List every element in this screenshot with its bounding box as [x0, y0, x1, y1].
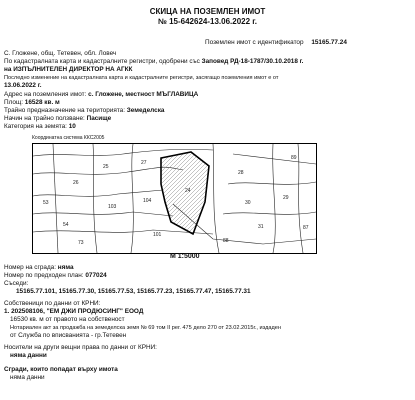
parcel-label-27: 27 — [141, 160, 147, 166]
document-title: СКИЦА НА ПОЗЕМЛЕН ИМОТ — [149, 7, 266, 16]
category-label: Категория на земята: — [4, 123, 67, 130]
parcel-label-89: 89 — [291, 155, 297, 161]
neighbors-label: Съседи: — [4, 280, 29, 287]
map-scale: М 1:5000 — [170, 253, 200, 260]
property-id-row — [205, 39, 347, 47]
building-id-value: няма — [57, 264, 74, 271]
cadastral-map — [32, 143, 317, 254]
area-label: Площ: — [4, 99, 23, 106]
document-number: № 15-642624-13.06.2022 г. — [157, 17, 258, 26]
buildings-on-parcel-value: няма данни — [10, 374, 45, 381]
parcel-label-53: 53 — [43, 200, 49, 206]
approval-order: Заповед РД-18-1787/30.10.2018 г. — [201, 58, 304, 65]
previous-plan-row — [4, 272, 107, 280]
parcel-label-24: 24 — [185, 188, 191, 194]
address-row — [4, 91, 198, 99]
usage-row — [4, 115, 111, 123]
parcel-label-104: 104 — [143, 198, 152, 204]
neighbors-value: 15165.77.101, 15165.77.30, 15165.77.53, 15165.77.23, 15165.77.47, 15165.77.31 — [16, 288, 251, 295]
parcel-label-25: 25 — [103, 164, 109, 170]
location: С. Гложене, общ. Тетевен, обл. Ловеч — [4, 50, 117, 57]
last-change-date: 13.06.2022 г. — [4, 82, 42, 89]
last-change-text: Последно изменение на кадастралната карта и кадастралните регистри, засягащо поземления имот е от — [4, 75, 279, 81]
parcel-label-73: 73 — [78, 240, 84, 246]
coordinate-system: Координатна система ККС2005 — [32, 135, 105, 141]
parcel-label-103: 103 — [108, 204, 117, 210]
address-label: Адрес на поземления имот: — [4, 91, 87, 98]
building-id-row — [4, 264, 74, 272]
property-id-label: Поземлен имот с идентификатор — [205, 39, 304, 46]
owner-deed-office: от Служба по вписванията - гр.Тетевен — [10, 332, 127, 339]
parcel-label-101: 101 — [153, 232, 162, 238]
area-row — [4, 99, 60, 107]
owner-name: 1. 202508106, "ЕМ ДЖИ ПРОДЮСИНГ" ЕООД — [4, 308, 144, 315]
category-row — [4, 123, 76, 131]
previous-plan-value: 077024 — [85, 272, 107, 279]
parcel-label-31: 31 — [258, 224, 264, 230]
parcel-label-29: 29 — [283, 195, 289, 201]
approval-line — [4, 58, 303, 66]
last-change-line — [4, 74, 278, 82]
parcel-label-26: 26 — [73, 180, 79, 186]
parcel-label-87: 87 — [303, 225, 309, 231]
parcel-label-88: 88 — [223, 238, 229, 244]
category-value: 10 — [68, 123, 76, 130]
owner-share: 16530 кв. м от правото на собственост — [10, 316, 125, 323]
previous-plan-label: Номер по предходен план: — [4, 272, 84, 279]
parcel-label-28: 28 — [238, 170, 244, 176]
property-id-value: 15165.77.24 — [311, 39, 347, 46]
territory-row — [4, 107, 164, 115]
owners-label: Собственици по данни от КРНИ: — [4, 300, 101, 307]
parcel-label-54: 54 — [63, 222, 69, 228]
approval-text: По кадастралната карта и кадастралните регистри, одобрени със — [4, 58, 200, 65]
other-rights-label: Носители на други вещни права по данни от КРНИ: — [4, 344, 157, 351]
approval-authority: на ИЗПЪЛНИТЕЛЕН ДИРЕКТОР НА АГКК — [4, 66, 133, 73]
building-id-label: Номер на сграда: — [4, 264, 56, 271]
territory-label: Трайно предназначение на територията: — [4, 107, 126, 114]
area-value: 16528 кв. м — [24, 99, 60, 106]
owner-deed: Нотариален акт за продажба на земеделска земя № 69 том II рег. 475 дело 270 от 23.02.2015г., издаден — [10, 325, 281, 331]
other-rights-value: няма данни — [10, 352, 47, 359]
usage-label: Начин на трайно ползване: — [4, 115, 85, 122]
territory-value: Земеделска — [126, 107, 165, 114]
address-value: с. Гложене, местност МЪГЛАВИЦА — [88, 91, 199, 98]
map-drawing — [33, 144, 316, 253]
usage-value: Пасище — [86, 115, 112, 122]
parcel-label-30: 30 — [245, 200, 251, 206]
buildings-on-parcel-label: Сгради, които попадат върху имота — [4, 366, 118, 373]
